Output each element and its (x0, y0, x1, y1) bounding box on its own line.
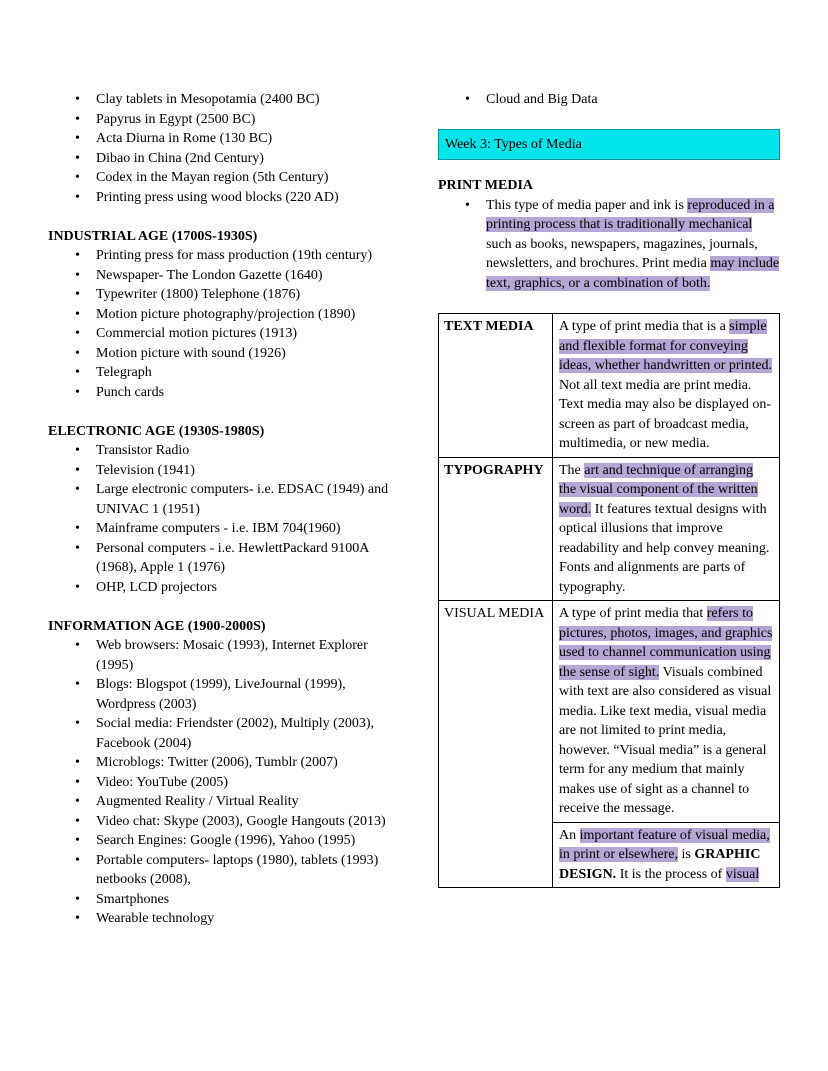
bold-text: GRAPHIC DESIGN. (559, 847, 761, 882)
highlighted-text: visual (725, 866, 760, 882)
table-row (439, 600, 779, 822)
text-run: It is the process of (616, 866, 726, 882)
list-item: • Commercial motion pictures (1913) (96, 324, 400, 344)
text-run: Not all text media are print media. Text media may also be displayed on-screen as part of broadcast media, multimedia, or new media. (559, 377, 772, 451)
list-item (486, 196, 780, 294)
list-item: • Newspaper- The London Gazette (1640) (96, 266, 400, 286)
list-item: • Social media: Friendster (2002), Multiply (2003), Facebook (2004) (96, 714, 400, 753)
list-item: • Printing press for mass production (19th century) (96, 246, 400, 266)
list-item: • Personal computers - i.e. HewlettPackard 9100A (1968), Apple 1 (1976) (96, 539, 400, 578)
left-column (48, 90, 400, 929)
list-item: • Printing press using wood blocks (220 AD) (96, 188, 400, 208)
text-run: is (677, 847, 695, 862)
text-run: such as books, newspapers, magazines, journals, newsletters, and brochures. Print media (486, 236, 758, 271)
text-run: An (559, 827, 580, 843)
timeline-section (48, 617, 400, 929)
list-item: • Papyrus in Egypt (2500 BC) (96, 110, 400, 130)
list-item: • Search Engines: Google (1996), Yahoo (1995) (96, 831, 400, 851)
right-column (438, 90, 780, 888)
table-label-cell: VISUAL MEDIA (439, 601, 553, 822)
bullet-list (48, 246, 400, 402)
list-item: • Punch cards (96, 383, 400, 403)
list-item: • Video chat: Skype (2003), Google Hangouts (2013) (96, 812, 400, 832)
list-item: • OHP, LCD projectors (96, 578, 400, 598)
list-item: • Dibao in China (2nd Century) (96, 149, 400, 169)
list-item: • Motion picture with sound (1926) (96, 344, 400, 364)
week-banner-label: Week 3: Types of Media (445, 136, 582, 152)
list-item: • Mainframe computers - i.e. IBM 704(1960) (96, 519, 400, 539)
highlighted-text: reproduced in a printing process that is traditionally mechanical (486, 197, 775, 232)
list-item: • Portable computers- laptops (1980), tablets (1993) netbooks (2008), (96, 851, 400, 890)
information-age-tail-list (438, 90, 780, 110)
list-item: • Typewriter (1800) Telephone (1876) (96, 285, 400, 305)
list-item: • Microblogs: Twitter (2006), Tumblr (2007) (96, 753, 400, 773)
text-run: Visuals combined with text are also considered as visual media. Like text media, visual media are not limited to print media, however. “Visual media” is a general term for any medium that mainly makes use of sight as a channel to receive the message. (559, 664, 772, 816)
print-media-heading: PRINT MEDIA (438, 178, 534, 193)
table-label-cell: TYPOGRAPHY (439, 458, 553, 601)
list-item: • Cloud and Big Data (486, 90, 780, 110)
media-age-sections (48, 227, 400, 929)
premodern-media-list (48, 90, 400, 207)
section-heading: INFORMATION AGE (1900-2000S) (48, 618, 266, 634)
list-item: • Codex in the Mayan region (5th Century) (96, 168, 400, 188)
highlighted-text: may include text, graphics, or a combination of both. (486, 256, 780, 291)
table-content-cell (553, 458, 779, 601)
table-content-cell (553, 314, 779, 457)
list-item: • Large electronic computers- i.e. EDSAC (1949) and UNIVAC 1 (1951) (96, 480, 400, 519)
section-heading: INDUSTRIAL AGE (1700S-1930S) (48, 228, 258, 244)
list-item: • Transistor Radio (96, 441, 400, 461)
bullet-list (48, 441, 400, 597)
section-heading: ELECTRONIC AGE (1930S-1980S) (48, 423, 265, 439)
highlighted-text: art and technique of arranging the visual component of the written word. (559, 462, 758, 517)
text-run: The (559, 462, 585, 478)
list-item: • Smartphones (96, 890, 400, 910)
highlighted-text: important feature of visual media, in print or elsewhere, (559, 827, 770, 862)
list-item: • Motion picture photography/projection (1890) (96, 305, 400, 325)
highlighted-text: refers to pictures, photos, images, and graphics used to channel communication using the sense of sight. (559, 606, 773, 680)
list-item: • Wearable technology (96, 909, 400, 929)
table-content-cell (553, 822, 779, 888)
text-run: A type of print media that (559, 606, 707, 621)
list-item: • Telegraph (96, 363, 400, 383)
media-types-table (438, 313, 780, 888)
table-row (439, 457, 779, 601)
list-item: • Television (1941) (96, 461, 400, 481)
list-item: • Video: YouTube (2005) (96, 773, 400, 793)
print-media-list (438, 196, 780, 294)
list-item: • Acta Diurna in Rome (130 BC) (96, 129, 400, 149)
bullet-list (48, 636, 400, 929)
text-run: It features textual designs with optical illusions that improve readability and help convey meaning. Fonts and alignments are parts of typography. (559, 501, 770, 595)
text-run: A type of print media that is a (559, 319, 730, 334)
highlighted-text: simple and flexible format for conveying ideas, whether handwritten or printed. (559, 319, 773, 373)
table-label-cell: TEXT MEDIA (439, 314, 553, 457)
table-label-cell (439, 822, 553, 888)
week-banner (438, 129, 780, 161)
text-run: This type of media paper and ink is (486, 197, 688, 213)
list-item: • Blogs: Blogspot (1999), LiveJournal (1999), Wordpress (2003) (96, 675, 400, 714)
table-content-cell (553, 601, 779, 822)
list-item: • Web browsers: Mosaic (1993), Internet Explorer (1995) (96, 636, 400, 675)
timeline-section (48, 422, 400, 598)
table-row (439, 822, 779, 888)
list-item: • Augmented Reality / Virtual Reality (96, 792, 400, 812)
timeline-section (48, 227, 400, 403)
list-item: • Clay tablets in Mesopotamia (2400 BC) (96, 90, 400, 110)
table-row (439, 314, 779, 457)
